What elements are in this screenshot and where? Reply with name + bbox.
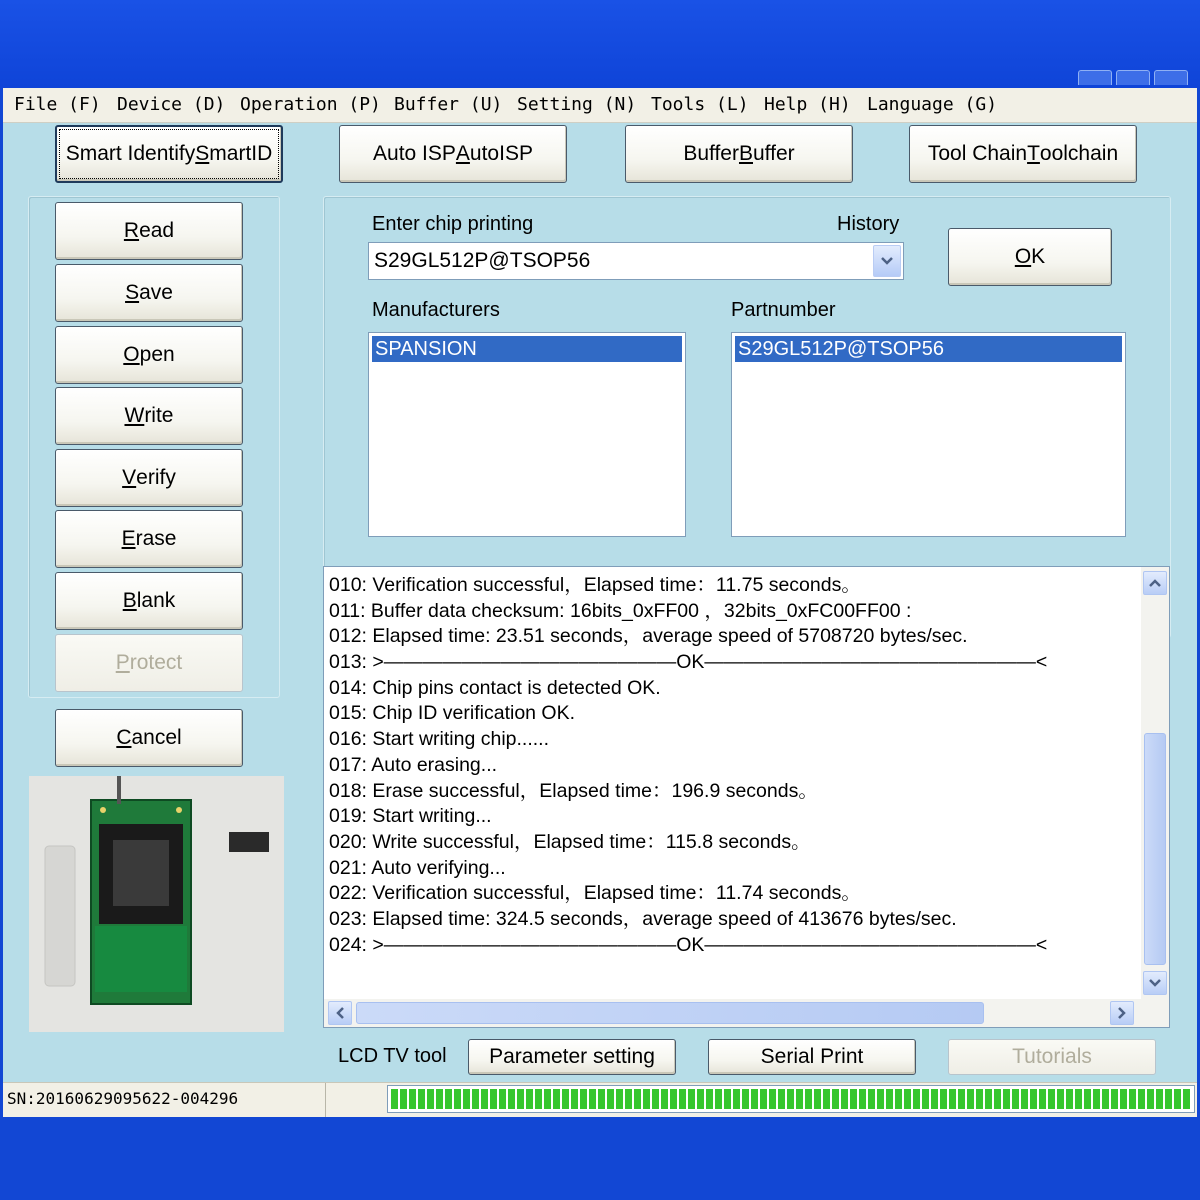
menu-bar bbox=[3, 88, 1197, 123]
save-label: ave bbox=[139, 281, 173, 304]
log-line: 022: Verification successful，Elapsed time：11.74 seconds。 bbox=[329, 882, 861, 905]
log-vertical-scrollbar[interactable] bbox=[1141, 567, 1169, 999]
chip-printing-label: Enter chip printing bbox=[372, 213, 534, 235]
parameter-setting-button[interactable]: Parameter setting bbox=[468, 1039, 676, 1075]
buffer-label-rest: uffer bbox=[753, 142, 795, 165]
auto-isp-accel: A bbox=[455, 142, 470, 165]
smart-identify-button[interactable] bbox=[55, 125, 283, 183]
serial-print-button[interactable]: Serial Print bbox=[708, 1039, 916, 1075]
verify-accel: V bbox=[122, 466, 137, 489]
auto-isp-button[interactable] bbox=[339, 125, 567, 183]
cancel-accel: C bbox=[116, 726, 132, 749]
tool-chain-label-rest: oolchain bbox=[1039, 142, 1119, 165]
menu-device[interactable]: Device (D) bbox=[117, 94, 226, 115]
log-line: 011: Buffer data checksum: 16bits_0xFF00 ，32bits_0xFC00FF00 : bbox=[329, 599, 912, 622]
chip-printing-value: S29GL512P@TSOP56 bbox=[374, 249, 591, 272]
cancel-button[interactable] bbox=[55, 709, 243, 767]
log-line: 024: >―――――――――――――――OK―――――――――――――――――< bbox=[329, 933, 1048, 956]
manufacturers-listbox[interactable] bbox=[368, 332, 686, 537]
menu-tools[interactable]: Tools (L) bbox=[651, 94, 749, 115]
list-item[interactable]: SPANSION bbox=[372, 336, 682, 362]
smart-identify-label-rest: martID bbox=[209, 142, 273, 165]
smart-identify-accel: S bbox=[195, 142, 210, 165]
arrow-down-icon[interactable] bbox=[1143, 971, 1167, 995]
log-horizontal-scrollbar[interactable] bbox=[324, 999, 1169, 1027]
log-line: 020: Write successful，Elapsed time：115.8 seconds。 bbox=[329, 830, 811, 853]
menu-help[interactable]: Help (H) bbox=[764, 94, 851, 115]
open-label: pen bbox=[139, 343, 175, 366]
log-panel[interactable] bbox=[323, 566, 1170, 1028]
minimize-button[interactable] bbox=[1078, 70, 1112, 85]
serial-number: SN:20160629095622-004296 bbox=[7, 1089, 239, 1108]
protect-accel: P bbox=[115, 651, 130, 674]
status-bar bbox=[3, 1082, 1197, 1117]
log-line: 013: >―――――――――――――――OK―――――――――――――――――< bbox=[329, 651, 1048, 674]
buffer-accel: B bbox=[738, 142, 753, 165]
menu-language[interactable]: Language (G) bbox=[867, 94, 998, 115]
write-button[interactable] bbox=[55, 387, 243, 445]
ok-label: K bbox=[1031, 245, 1046, 268]
menu-operation[interactable]: Operation (P) bbox=[240, 94, 381, 115]
tool-chain-label: Tool Chain bbox=[927, 142, 1028, 165]
auto-isp-label: Auto ISP bbox=[373, 142, 456, 165]
arrow-up-icon[interactable] bbox=[1143, 571, 1167, 595]
auto-isp-label-rest: utoISP bbox=[469, 142, 533, 165]
write-label: rite bbox=[144, 404, 174, 427]
erase-accel: E bbox=[121, 527, 136, 550]
verify-label: erify bbox=[136, 466, 176, 489]
buffer-label: Buffer bbox=[683, 142, 739, 165]
log-line: 010: Verification successful，Elapsed time：11.75 seconds。 bbox=[329, 574, 861, 596]
title-bar bbox=[0, 0, 1200, 88]
menu-setting[interactable]: Setting (N) bbox=[517, 94, 637, 115]
read-label: ead bbox=[139, 219, 175, 242]
menu-file[interactable]: File (F) bbox=[14, 94, 101, 115]
cancel-label: ancel bbox=[131, 726, 182, 749]
history-label: History bbox=[837, 213, 900, 235]
read-accel: R bbox=[123, 219, 140, 242]
partnumber-label: Partnumber bbox=[731, 299, 836, 321]
manufacturers-label: Manufacturers bbox=[372, 299, 500, 321]
tutorials-button[interactable]: Tutorials bbox=[948, 1039, 1156, 1075]
log-line: 023: Elapsed time: 324.5 seconds，average speed of 413676 bytes/sec. bbox=[329, 907, 957, 930]
log-line: 019: Start writing... bbox=[329, 805, 492, 828]
log-line: 016: Start writing chip...... bbox=[329, 728, 550, 751]
verify-button[interactable] bbox=[55, 449, 243, 507]
write-accel: W bbox=[124, 404, 145, 427]
log-line: 017: Auto erasing... bbox=[329, 753, 498, 776]
maximize-button[interactable] bbox=[1116, 70, 1150, 85]
read-button[interactable] bbox=[55, 202, 243, 260]
protect-button[interactable] bbox=[55, 634, 243, 692]
smart-identify-label: Smart Identify bbox=[65, 142, 196, 165]
save-button[interactable] bbox=[55, 264, 243, 322]
device-photo bbox=[29, 776, 284, 1032]
log-line: 014: Chip pins contact is detected OK. bbox=[329, 676, 661, 699]
ok-button[interactable] bbox=[948, 228, 1112, 286]
erase-label: rase bbox=[135, 527, 177, 550]
open-accel: O bbox=[123, 343, 140, 366]
close-button[interactable] bbox=[1154, 70, 1188, 85]
log-horizontal-thumb[interactable] bbox=[356, 1002, 984, 1024]
erase-button[interactable] bbox=[55, 510, 243, 568]
blank-accel: B bbox=[122, 589, 137, 612]
ok-accel: O bbox=[1014, 245, 1032, 268]
arrow-left-icon[interactable] bbox=[328, 1001, 352, 1025]
log-line: 015: Chip ID verification OK. bbox=[329, 702, 576, 725]
menu-buffer[interactable]: Buffer (U) bbox=[394, 94, 503, 115]
list-item[interactable]: S29GL512P@TSOP56 bbox=[735, 336, 1122, 362]
tool-chain-button[interactable] bbox=[909, 125, 1137, 183]
open-button[interactable] bbox=[55, 326, 243, 384]
log-line: 021: Auto verifying... bbox=[329, 856, 506, 879]
arrow-right-icon[interactable] bbox=[1110, 1001, 1134, 1025]
log-vertical-thumb[interactable] bbox=[1144, 733, 1166, 965]
save-accel: S bbox=[125, 281, 140, 304]
progress-fill bbox=[391, 1089, 1191, 1109]
protect-label: rotect bbox=[129, 651, 183, 674]
chevron-down-icon[interactable] bbox=[873, 245, 901, 277]
log-line: 012: Elapsed time: 23.51 seconds，average speed of 5708720 bytes/sec. bbox=[329, 625, 968, 648]
buffer-button[interactable] bbox=[625, 125, 853, 183]
blank-button[interactable] bbox=[55, 572, 243, 630]
partnumber-listbox[interactable] bbox=[731, 332, 1126, 537]
log-lines bbox=[329, 573, 1137, 958]
blank-label: lank bbox=[136, 589, 176, 612]
tool-chain-accel: T bbox=[1027, 142, 1040, 165]
progress-bar bbox=[387, 1085, 1195, 1113]
log-line: 018: Erase successful，Elapsed time：196.9 seconds。 bbox=[329, 779, 818, 802]
lcd-tv-tool-label: LCD TV tool bbox=[338, 1045, 447, 1067]
chip-printing-combobox[interactable] bbox=[368, 242, 904, 280]
status-divider bbox=[325, 1083, 326, 1117]
